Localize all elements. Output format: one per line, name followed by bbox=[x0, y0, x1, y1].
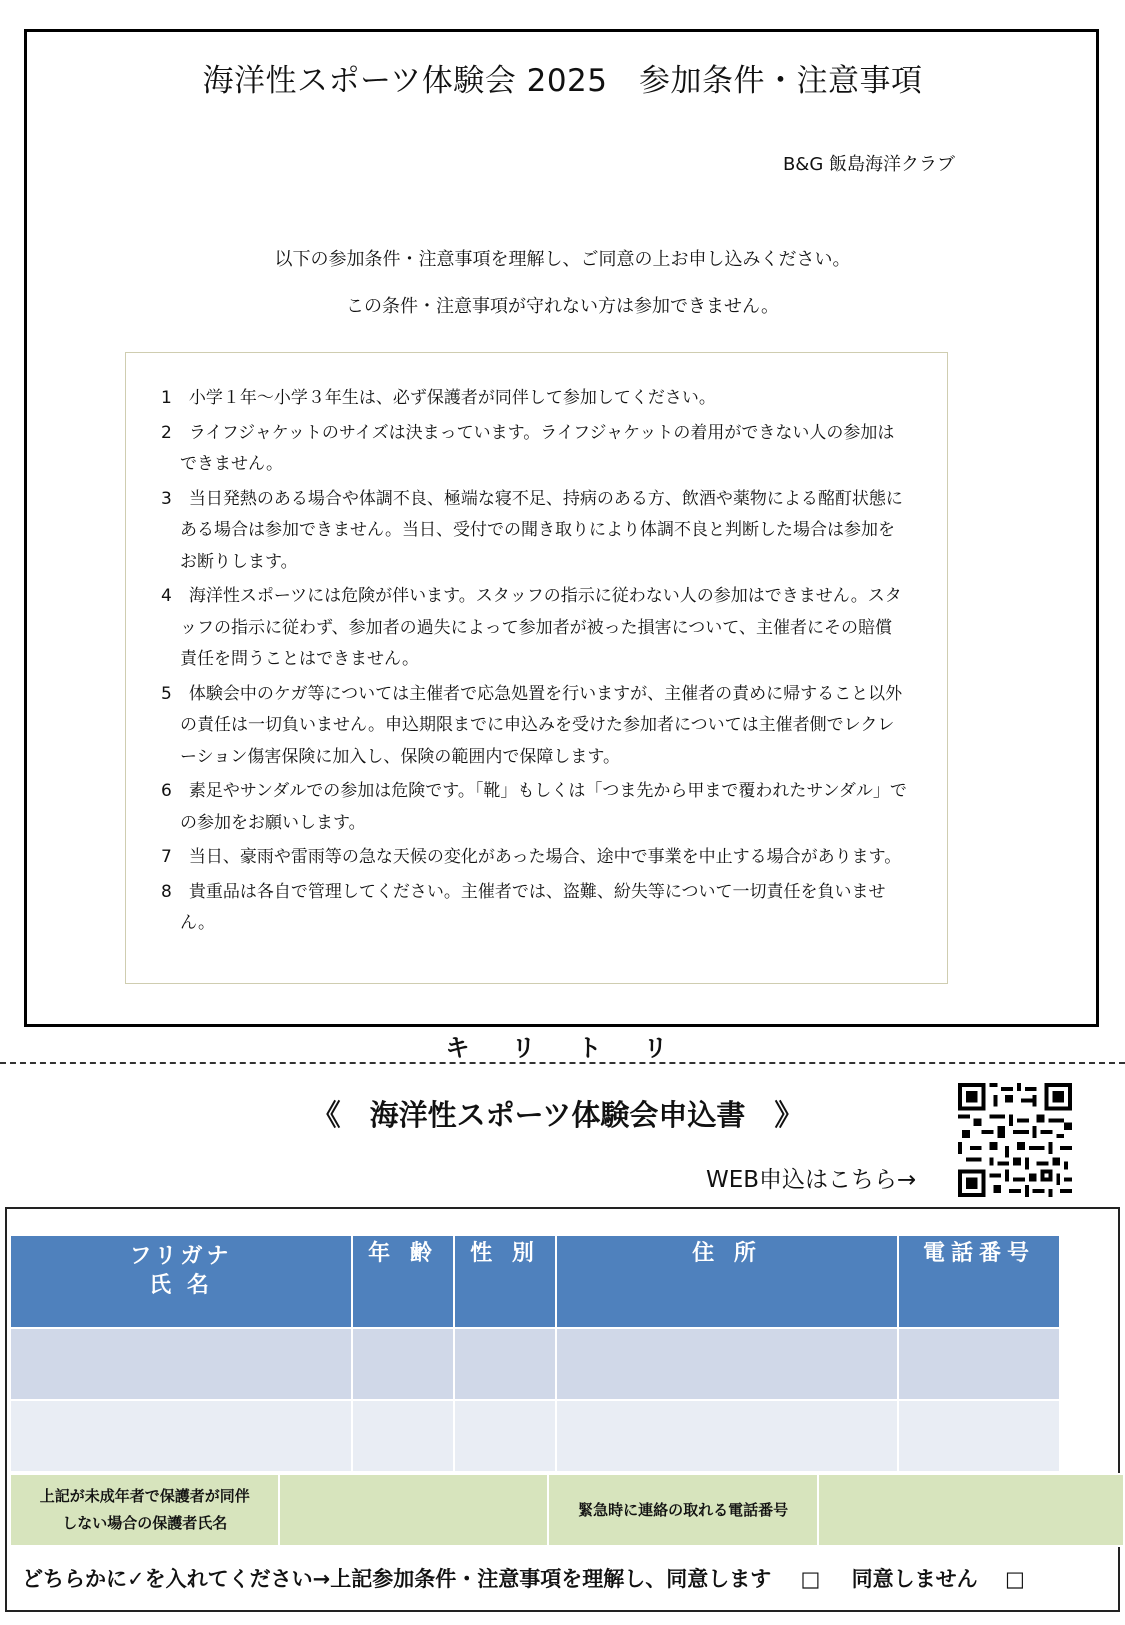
disagree-label: 同意しません bbox=[851, 1567, 978, 1591]
intro-text-2: この条件・注意事項が守れない方は参加できません。 bbox=[345, 296, 780, 317]
header-name: フリガナ 氏 名 bbox=[10, 1235, 352, 1328]
table-row bbox=[10, 1474, 1124, 1546]
qr-code-icon[interactable] bbox=[958, 1083, 1072, 1197]
phone-input-cell[interactable] bbox=[898, 1400, 1060, 1472]
emergency-label: 緊急時に連絡の取れる電話番号 bbox=[548, 1474, 817, 1546]
cut-here-label: キリトリ bbox=[445, 1034, 710, 1062]
table-row bbox=[10, 1400, 1060, 1472]
table-row bbox=[10, 1328, 1060, 1400]
intro-text-1: 以下の参加条件・注意事項を理解し、ご同意の上お申し込みください。 bbox=[274, 249, 851, 270]
header-age: 年 齢 bbox=[352, 1235, 454, 1328]
condition-item: 2 ライフジャケットのサイズは決まっています。ライフジャケットの着用ができない人の参加はできません。 bbox=[161, 422, 895, 474]
gender-input-cell[interactable] bbox=[454, 1400, 556, 1472]
condition-item: 7 当日、豪雨や雷雨等の急な天候の変化があった場合、途中で事業を中止する場合があります。 bbox=[161, 847, 902, 867]
conditions-box bbox=[125, 352, 948, 984]
emergency-phone-input-cell[interactable] bbox=[818, 1474, 1124, 1546]
condition-item: 3 当日発熱のある場合や体調不良、極端な寝不足、持病のある方、飲酒や薬物による酩酊状態にある場合は参加できません。当日、受付での聞き取りにより体調不良と判断した場合は参加をお断りします。 bbox=[161, 488, 903, 572]
organizer-name: B&G 飯島海洋クラブ bbox=[782, 154, 955, 175]
age-input-cell[interactable] bbox=[352, 1328, 454, 1400]
age-input-cell[interactable] bbox=[352, 1400, 454, 1472]
agree-checkbox[interactable]: □ bbox=[800, 1567, 821, 1591]
header-gender: 性 別 bbox=[454, 1235, 556, 1328]
application-table bbox=[9, 1234, 1061, 1473]
name-input-cell[interactable] bbox=[10, 1400, 352, 1472]
guardian-table bbox=[9, 1473, 1125, 1547]
condition-item: 8 貴重品は各自で管理してください。主催者では、盗難、紛失等について一切責任を負いません。 bbox=[161, 881, 886, 933]
condition-item: 4 海洋性スポーツには危険が伴います。スタッフの指示に従わない人の参加はできません。スタッフの指示に従わず、参加者の過失によって参加者が被った損害について、主催者にその賠償責任を問うことはできません。 bbox=[161, 586, 902, 669]
disagree-checkbox[interactable]: □ bbox=[1004, 1567, 1025, 1591]
agreement-line bbox=[22, 1563, 1025, 1593]
form-title: 《 海洋性スポーツ体験会申込書 》 bbox=[311, 1098, 804, 1132]
header-phone: 電話番号 bbox=[898, 1235, 1060, 1328]
agreement-prompt: どちらかに✓を入れてください→上記参加条件・注意事項を理解し、同意します bbox=[22, 1567, 772, 1591]
condition-item: 6 素足やサンダルでの参加は危険です。「靴」もしくは「つま先から甲まで覆われたサンダル」での参加をお願いします。 bbox=[161, 781, 907, 833]
condition-item: 1 小学１年～小学３年生は、必ず保護者が同伴して参加してください。 bbox=[161, 388, 716, 408]
name-input-cell[interactable] bbox=[10, 1328, 352, 1400]
header-address: 住 所 bbox=[556, 1235, 898, 1328]
condition-item: 5 体験会中のケガ等については主催者で応急処置を行いますが、主催者の責めに帰すること以外の責任は一切負いません。申込期限までに申込みを受けた参加者については主催者側でレクレーション傷害保険に加入し、保険の範囲内で保障します。 bbox=[161, 683, 903, 767]
guardian-label: 上記が未成年者で保護者が同伴 しない場合の保護者氏名 bbox=[10, 1474, 279, 1546]
gender-input-cell[interactable] bbox=[454, 1328, 556, 1400]
web-apply-note: WEB申込はこちら→ bbox=[706, 1167, 917, 1193]
cut-line bbox=[0, 1062, 1125, 1064]
address-input-cell[interactable] bbox=[556, 1400, 898, 1472]
address-input-cell[interactable] bbox=[556, 1328, 898, 1400]
page-title: 海洋性スポーツ体験会 2025 参加条件・注意事項 bbox=[202, 63, 923, 99]
phone-input-cell[interactable] bbox=[898, 1328, 1060, 1400]
guardian-name-input-cell[interactable] bbox=[279, 1474, 548, 1546]
